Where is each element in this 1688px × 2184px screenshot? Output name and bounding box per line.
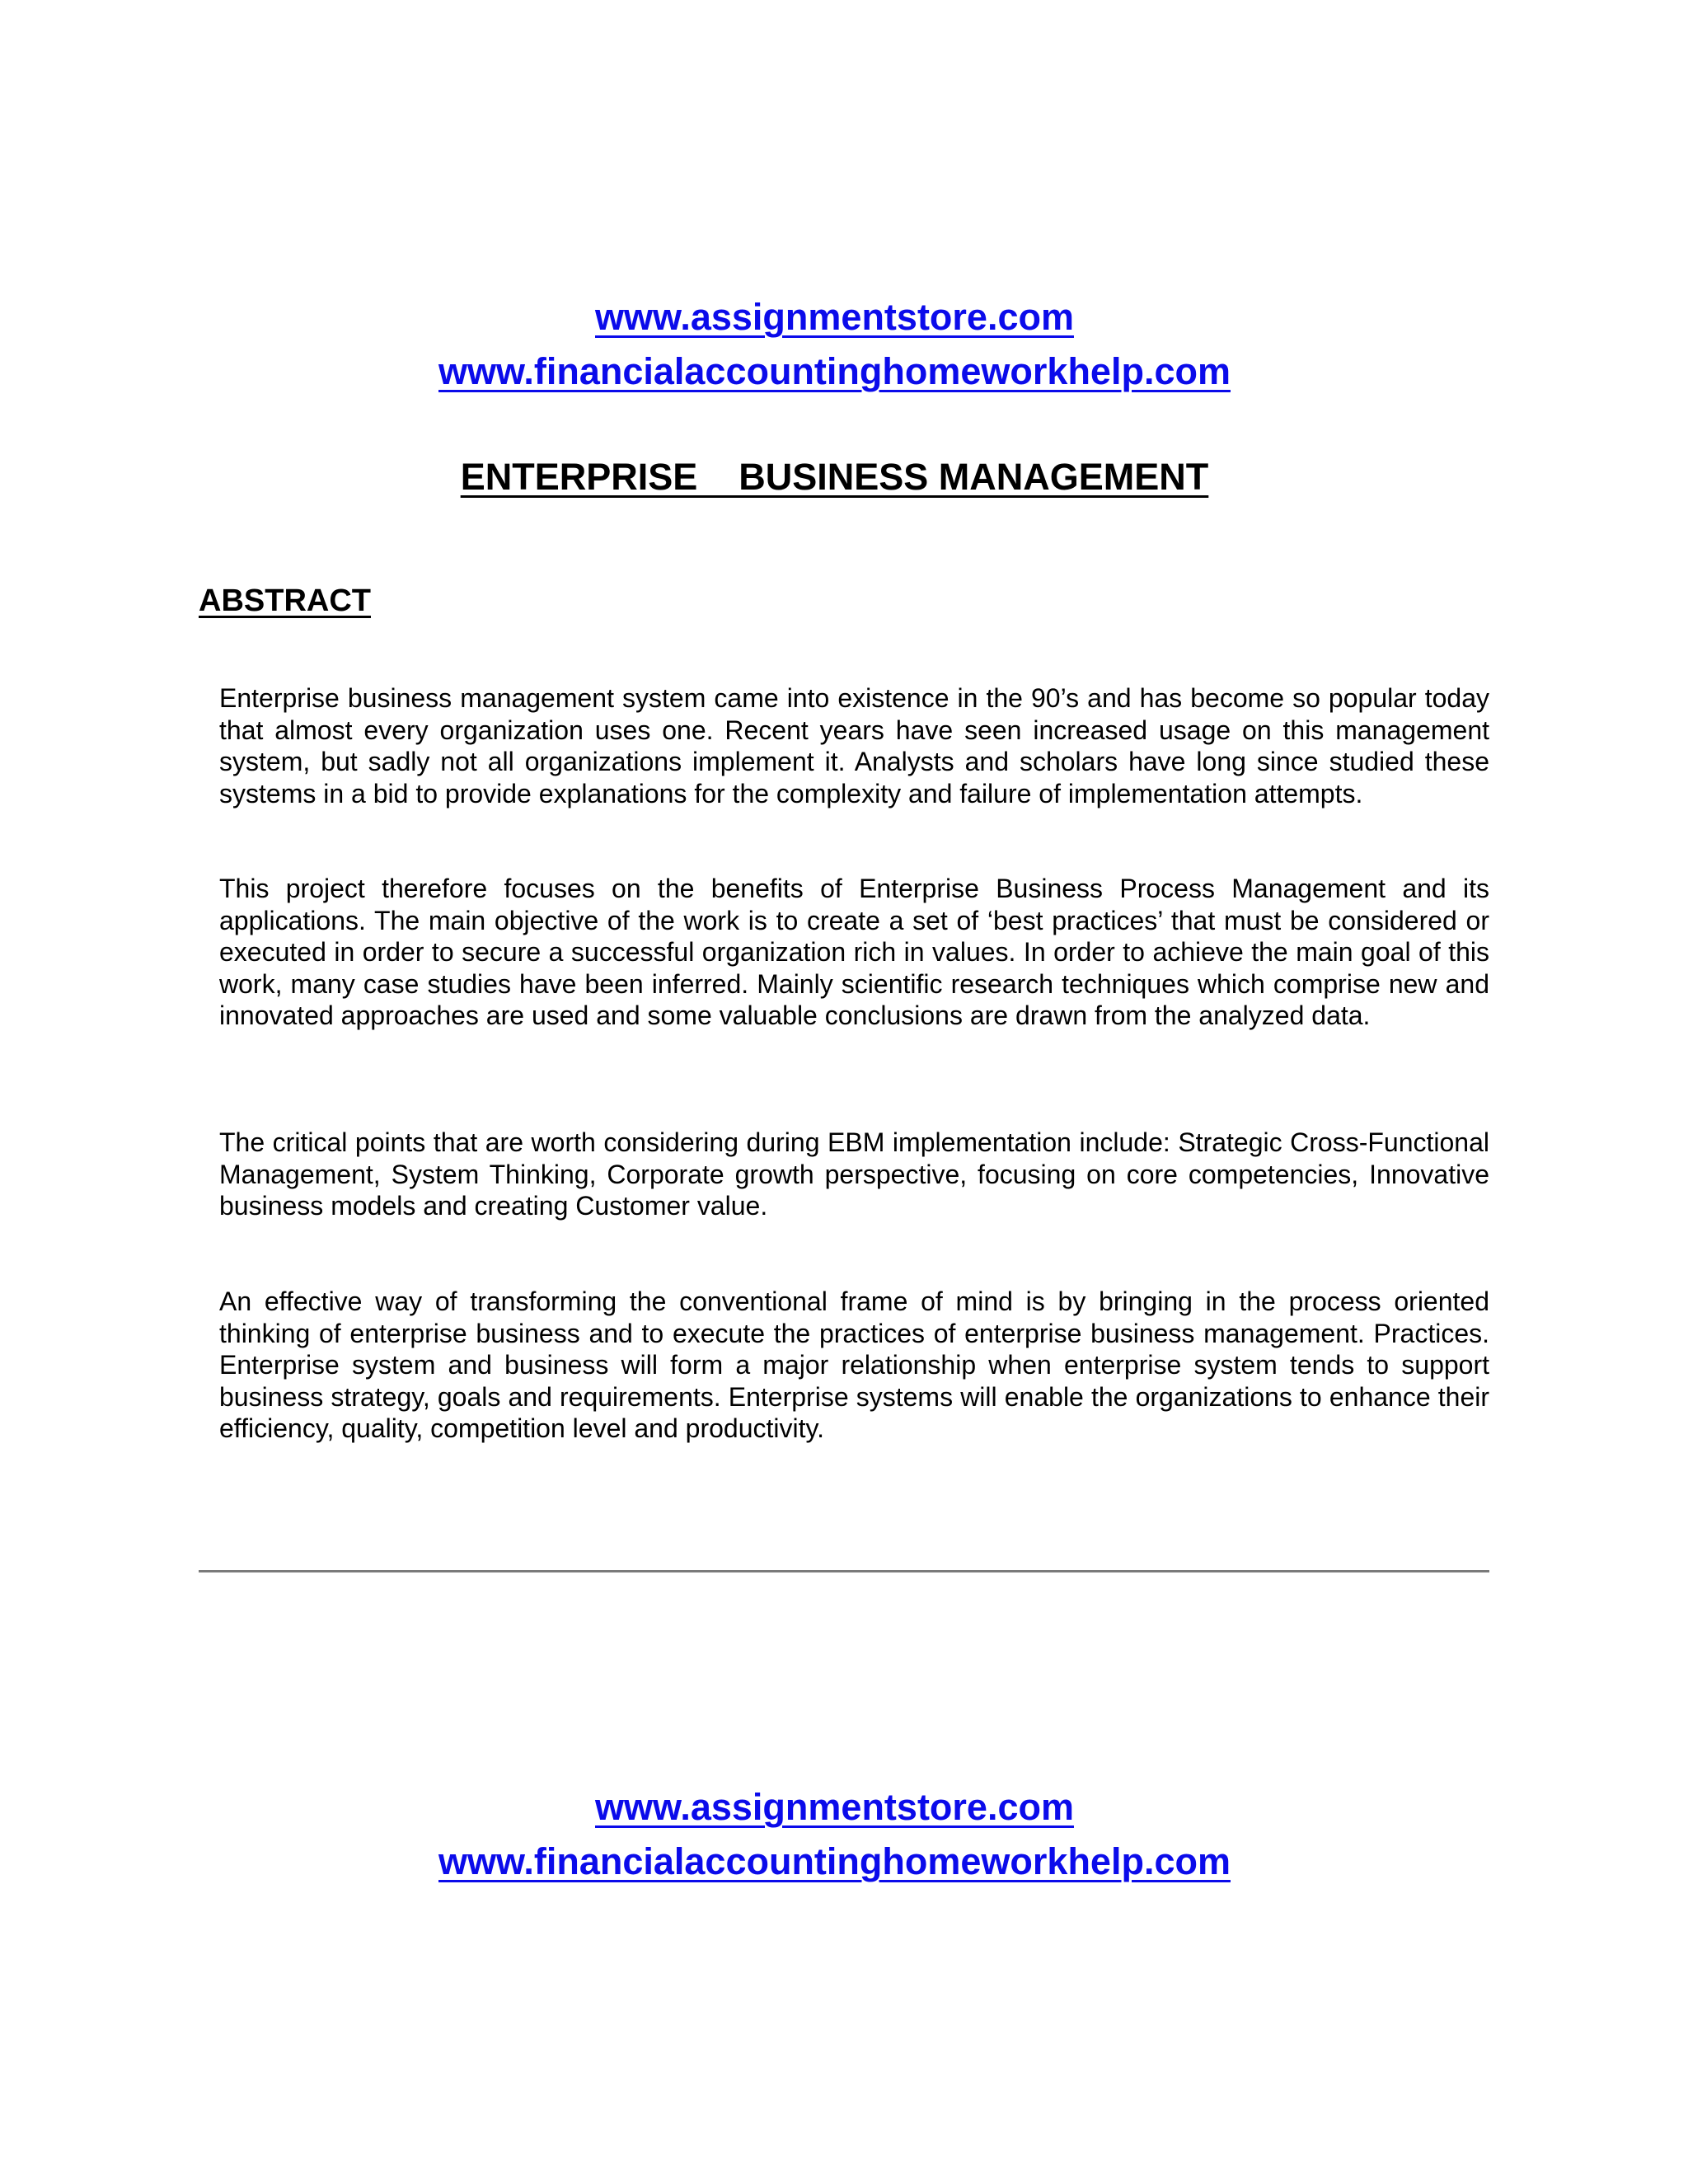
section-heading-abstract: ABSTRACT (199, 583, 371, 618)
abstract-paragraph-3: The critical points that are worth considering during EBM implementation include: Strategic Cross-Functional Management, System Thinking, Corporate growth perspective, focusing on core competencies, Innovative business models and creating Customer value. (219, 1127, 1489, 1221)
header-link-assignmentstore[interactable]: www.assignmentstore.com (595, 296, 1074, 338)
abstract-paragraph-2: This project therefore focuses on the benefits of Enterprise Business Process Management and its applications. The main objective of the work is to create a set of ‘best practices’ that must be considered or executed in order to secure a successful organization rich in values. In order to achieve the main goal of this work, many case studies have been inferred. Mainly scientific research techniques which comprise new and innovated approaches are used and some valuable conclusions are drawn from the analyzed data. (219, 874, 1489, 1030)
footer-link-financialaccountinghomeworkhelp[interactable]: www.financialaccountinghomeworkhelp.com (438, 1840, 1231, 1882)
horizontal-divider (199, 1570, 1489, 1572)
document-title: ENTERPRISE BUSINESS MANAGEMENT (460, 456, 1209, 498)
abstract-paragraph-1: Enterprise business management system came into existence in the 90’s and has become so popular today that almost every organization uses one. Recent years have seen increased usage on this management system, but sadly not all organizations implement it. Analysts and scholars have long since studied these systems in a bid to provide explanations for the complexity and failure of implementation attempts. (219, 683, 1489, 808)
footer-link-assignmentstore[interactable]: www.assignmentstore.com (595, 1786, 1074, 1828)
abstract-paragraph-4: An effective way of transforming the conventional frame of mind is by bringing in the process oriented thinking of enterprise business and to execute the practices of enterprise business management. Practices. Enterprise system and business will form a major relationship when enterprise system tends to support business strategy, goals and requirements. Enterprise systems will enable the organizations to enhance their efficiency, quality, competition level and productivity. (219, 1286, 1489, 1443)
header-link-financialaccountinghomeworkhelp[interactable]: www.financialaccountinghomeworkhelp.com (438, 350, 1231, 392)
